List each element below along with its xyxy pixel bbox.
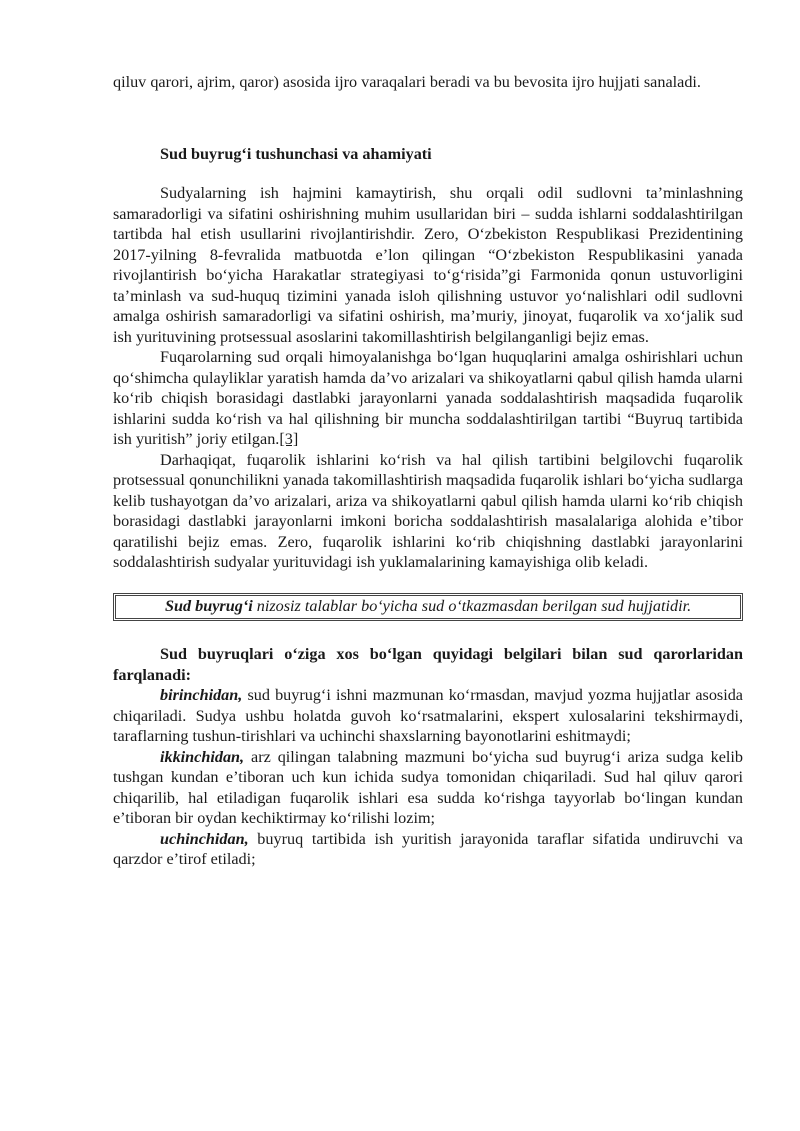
paragraph-2-text: Fuqarolarning sud orqali himoyalanishga bo‘lgan huquqlarini amalga oshirishlari uchun qo‘shimcha qulayliklar yaratish hamda da’vo arizalari va shikoyatlarni qabul qilish hamda ularni ko‘rib chiqish borasidagi dastlabki jarayonlarni yanada soddalashtirish maqsadida fuqarolik ishlarini sudda ko‘rish va hal qilishning bir muncha soddalashtirilgan tartibi “Buyruq tartibida ish yuritish” joriy etilgan. <box>113 348 743 448</box>
feature-item-1 <box>113 685 743 747</box>
intro-continuation: qiluv qarori, ajrim, qaror) asosida ijro varaqalari beradi va bu bevosita ijro hujjati sanaladi. <box>113 73 701 91</box>
feature-item-3 <box>113 829 743 870</box>
feature-text: sud buyrug‘i ishni mazmunan ko‘rmasdan, mavjud yozma hujjatlar asosida chiqariladi. Sudya ushbu holatda guvoh ko‘rsatmalarini, ekspert xulosalarini tekshirmaydi, taraflarning tushun-tirishlari va uchinchi shaxslarning bayonotlarini eshitmaydi; <box>113 686 743 745</box>
feature-item-2 <box>113 747 743 829</box>
features-heading: Sud buyruqlari o‘ziga xos bo‘lgan quyidagi belgilari bilan sud qarorlaridan farqlanadi: <box>113 645 743 684</box>
definition-box <box>113 593 743 622</box>
feature-text: buyruq tartibida ish yuritish jarayonida taraflar sifatida undiruvchi va qarzdor e’tirof etiladi; <box>113 829 743 868</box>
feature-lead: birinchidan, <box>160 686 243 704</box>
paragraph-3: Darhaqiqat, fuqarolik ishlarini ko‘rish va hal qilish tartibini belgilovchi fuqarolik protsessual qonunchilikni yanada takomillashtirish maqsadida fuqarolik ishlari bo‘yicha sudlarga kelib tushayotgan da’vo arizalari, ariza va shikoyatlarni qabul qilish hamda ularni ko‘rib chiqish borasidagi dastlabki jarayonlarni imkoni boricha soddalashtirish masalalariga alohida e’tibor qaratilishi bejiz emas. Zero, fuqarolik ishlarini ko‘rib chiqishning dastlabki jarayonlarini soddalashtirish sudyalar yurituvidagi ish yuklamalarining kamayishiga olib keladi. <box>113 450 743 571</box>
paragraph-1: Sudyalarning ish hajmini kamaytirish, shu orqali odil sudlovni ta’minlashning samaradorligi va sifatini oshirishning muhim usullaridan biri – sudda ishlarni soddalashtirilgan tartibda hal etish usullarini rivojlantirishdir. Zero, O‘zbekiston Respublikasi Prezidentining 2017-yilning 8-fevralida matbuotda e’lon qilingan “O‘zbekiston Respublikasini yanada rivojlantirish bo‘yicha Harakatlar strategiyasi to‘g‘risida”gi Farmonida qonun ustuvorligini ta’minlash va sud-huquq tizimini yanada isloh qilishning ustuvor yo‘nalishlari odil sudlovni amalga oshirish samaradorligi va sifatini oshirish, ma’muriy, jinoyat, fuqarolik va xo‘jalik sud ish yurituvining protsessual asoslarini takomillashtirish belgilanganligi bejiz emas. <box>113 184 743 346</box>
feature-lead: ikkinchidan, <box>160 747 245 766</box>
footnote-link[interactable]: [3] <box>279 430 299 448</box>
document-page <box>113 72 743 870</box>
definition-term: Sud buyrug‘i <box>165 596 253 615</box>
definition-body: nizosiz talablar bo‘yicha sud o‘tkazmasdan berilgan sud hujjatidir. <box>252 596 692 615</box>
paragraph-2 <box>113 347 743 450</box>
feature-lead: uchinchidan, <box>160 829 249 848</box>
section-title: Sud buyrug‘i tushunchasi va ahamiyati <box>160 144 432 163</box>
feature-text: arz qilingan talabning mazmuni bo‘yicha sud buyrug‘i ariza sudga kelib tushgan kundan e’tiboran uch kun ichida sudya tomonidan chiqariladi. Sud hal qiluv qarori chiqarilib, hal etiladigan fuqarolik ishlari esa sudda ko‘rishga tayyorlab bo‘lingan kundan e’tiboran bir oydan kechiktirmay ko‘rilishi lozim; <box>113 747 743 827</box>
definition-text <box>118 596 737 617</box>
